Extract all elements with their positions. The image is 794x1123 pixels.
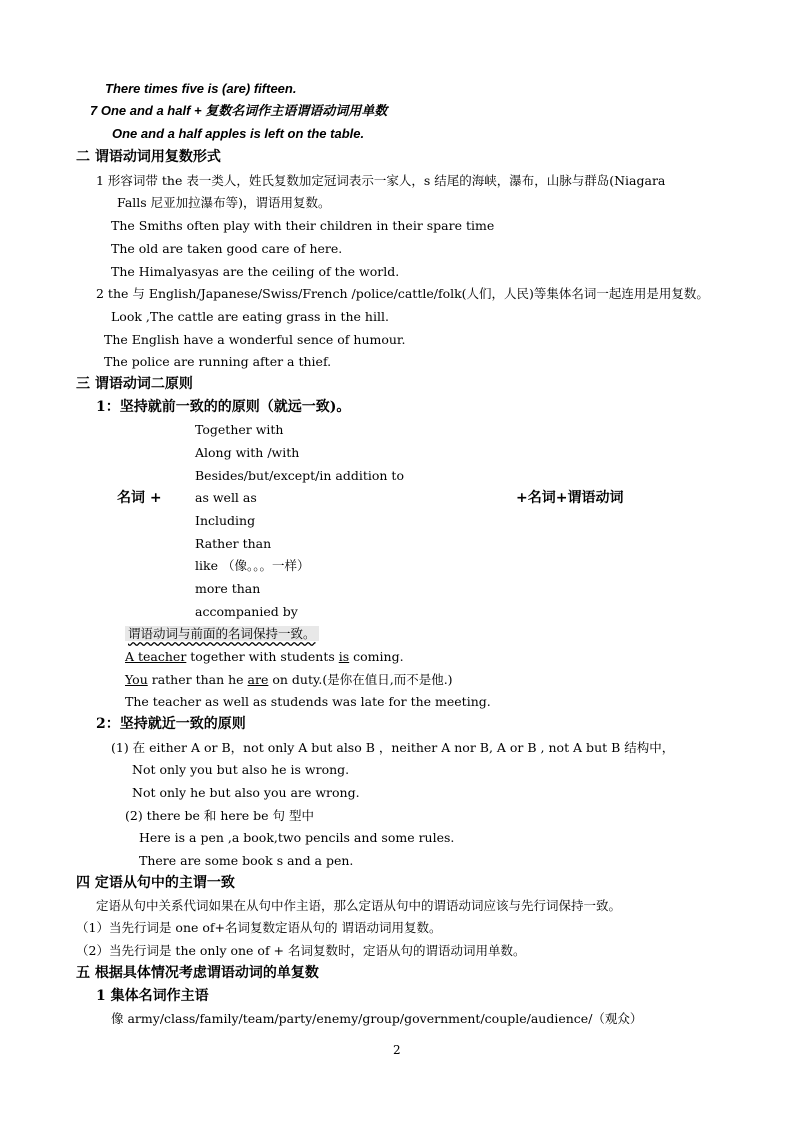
conjunction-item: as well as — [195, 490, 257, 505]
rule-item: 1：坚持就前一致的的原则（就远一致)。 — [96, 399, 351, 415]
conjunction-item: like （像。。。一样） — [195, 558, 310, 573]
example-line: One and a half apples is left on the table. — [112, 126, 365, 141]
section-heading: 四 定语从句中的主谓一致 — [76, 875, 235, 891]
example-segment: coming. — [349, 649, 404, 664]
rule-item: 1 集体名词作主语 — [96, 988, 209, 1004]
rule-item: 7 One and a half + 复数名词作主语谓语动词用单数 — [90, 103, 388, 118]
example-line: The teacher as well as studends was late for the meeting. — [125, 694, 491, 709]
page-number: 2 — [393, 1043, 401, 1057]
rule-item: 1 形容词带 the 表一类人，姓氏复数加定冠词表示一家人，s 结尾的海峡，瀑布，山脉与群岛(Niagara — [96, 173, 666, 188]
example-line: The Smiths often play with their children in their spare time — [111, 218, 495, 233]
example-line: The old are taken good care of here. — [111, 241, 343, 256]
subject-underlined: A teacher — [125, 649, 187, 664]
example-line: Not only you but also he is wrong. — [132, 762, 350, 777]
subject-underlined: You — [125, 672, 148, 687]
conjunction-item: Together with — [195, 422, 284, 437]
conjunction-item: Including — [195, 513, 256, 528]
conjunction-item: Rather than — [195, 536, 272, 551]
paragraph: 定语从句中关系代词如果在从句中作主语，那么定语从句中的谓语动词应该与先行词保持一致。 — [96, 898, 622, 913]
rule-item: (2) there be 和 here be 句 型中 — [125, 808, 314, 823]
example-line: The police are running after a thief. — [104, 354, 332, 369]
rule-item: 2：坚持就近一致的原则 — [96, 716, 246, 732]
example-line: There are some book s and a pen. — [139, 853, 354, 868]
conjunction-item: more than — [195, 581, 261, 596]
example-line: The Himalyasyas are the ceiling of the world. — [111, 264, 400, 279]
example-segment: on duty.(是你在值日,而不是他.) — [268, 672, 453, 687]
example-line: Not only he but also you are wrong. — [132, 785, 360, 800]
section-heading: 三 谓语动词二原则 — [76, 376, 193, 392]
rule-item: Falls 尼亚加拉瀑布等)，谓语用复数。 — [117, 195, 331, 210]
example-line: Look ,The cattle are eating grass in the hill. — [111, 309, 389, 324]
rule-item: 像 army/class/family/team/party/enemy/group/government/couple/audience/（观众） — [111, 1011, 643, 1026]
paragraph: （1）当先行词是 one of+名词复数定语从句的 谓语动词用复数。 — [76, 920, 442, 935]
conjunction-item: Besides/but/except/in addition to — [195, 468, 404, 483]
example-line: Here is a pen ,a book,two pencils and some rules. — [139, 830, 455, 845]
rule-item: (1) 在 either A or B，not only A but also B ，neither A nor B, A or B , not A but B 结构中， — [111, 740, 675, 755]
rule-item: 2 the 与 English/Japanese/Swiss/French /police/cattle/folk(人们，人民)等集体名词一起连用是用复数。 — [96, 286, 709, 301]
conjunction-item: accompanied by — [195, 604, 298, 619]
paragraph: （2）当先行词是 the only one of + 名词复数时，定语从句的谓语动词用单数。 — [76, 943, 526, 958]
section-heading: 五 根据具体情况考虑谓语动词的单复数 — [76, 965, 319, 981]
section-heading: 二 谓语动词用复数形式 — [76, 149, 221, 165]
verb-underlined: is — [338, 649, 350, 664]
example-line — [125, 672, 453, 688]
conjunction-item: Along with /with — [195, 445, 300, 460]
formula-right: +名词+谓语动词 — [516, 490, 624, 506]
note-text: 谓语动词与前面的名词保持一致。 — [125, 626, 319, 641]
example-line: There times five is (are) fifteen. — [105, 81, 297, 96]
example-segment: together with students — [186, 649, 339, 664]
example-line — [125, 649, 404, 665]
highlighted-note — [125, 626, 319, 642]
formula-left: 名词 + — [117, 490, 162, 506]
example-line: The English have a wonderful sence of humour. — [104, 332, 406, 347]
verb-underlined: are — [247, 672, 269, 687]
example-segment: rather than he — [147, 672, 248, 687]
